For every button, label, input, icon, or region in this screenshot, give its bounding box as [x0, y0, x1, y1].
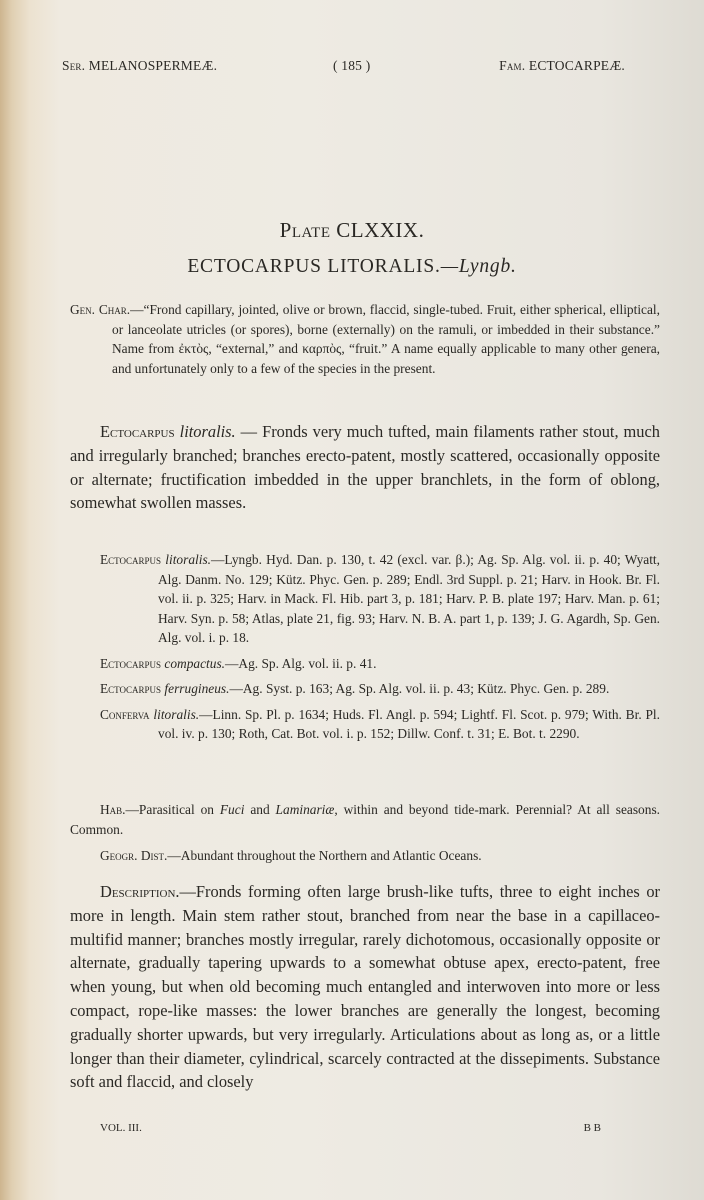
geography-label: Geogr. Dist.: [100, 848, 168, 863]
synonymy-list: [100, 550, 660, 750]
geography-paragraph: [70, 846, 660, 866]
species-name: ECTOCARPUS LITORALIS.: [187, 256, 441, 277]
synonym-entry: [100, 705, 660, 744]
species-diagnosis: [70, 420, 660, 515]
synonym-genus: Conferva: [100, 706, 150, 722]
habitat-fuci: Fuci: [219, 802, 245, 817]
generic-character: [70, 300, 660, 378]
family-name: ECTOCARPEÆ.: [528, 58, 625, 73]
diagnosis-text: — Fronds very much tufted, main filaments rather stout, much and irregularly branched; branches erecto-patent, mostly scattered, occasionally opposite or alternate; fructification imbedded in the upper branchlets, in the form of oblong, somewhat swollen masses.: [70, 422, 660, 513]
gen-char-label: Gen. Char.: [70, 302, 131, 317]
plate-numeral: CLXXIX.: [336, 218, 425, 242]
habitat-text: —Parasitical on: [125, 802, 220, 817]
diagnosis-species: litoralis.: [179, 422, 236, 441]
synonym-genus: Ectocarpus: [100, 655, 162, 671]
volume-mark: VOL. III.: [100, 1122, 142, 1134]
gen-char-text: —“Frond capillary, jointed, olive or brown, flaccid, single-tubed. Fruit, either spherical, elliptical, or lanceolate utricles (or spores), borne (externally) on the ramuli, or imbedded in their substance.” Name from ἐκτὸς, “external,” and καρπὸς, “fruit.” A name equally applicable to many other genera, and unfortunately only to a few of the species in the present.: [112, 302, 661, 376]
description-text: —Fronds forming often large brush-like tufts, three to eight inches or more in length. Main stem rather stout, branched from near the base in a capillaceo-multifid manner; branches mostly irregular, rarely dichotomous, occasionally opposite or alternate, gradually tapering upwards to a somewhat obtuse apex, erecto-patent, free when young, but when old becoming much entangled and interwoven into more or less compact, rope-like masses: the lower branches are generally the longest, becoming gradually shorter upwards, but very irregularly. Articulations about as long as, or a little longer than their diameter, cylindrical, scarcely contracted at the dissepiments. Substance soft and flaccid, and closely: [70, 882, 660, 1092]
synonym-references: —Ag. Syst. p. 163; Ag. Sp. Alg. vol. ii. p. 43; Kütz. Phyc. Gen. p. 289.: [229, 681, 610, 696]
habitat-label: Hab.: [100, 802, 126, 817]
family-heading: [499, 58, 625, 74]
page-number: ( 185 ): [333, 58, 371, 73]
synonym-species: ferrugineus.: [164, 681, 230, 696]
synonym-species: litoralis.: [153, 706, 200, 722]
habitat-text-after: , within and beyond tide-mark. Perennial? At all seasons. Common.: [70, 802, 661, 837]
habitat-paragraph: [70, 800, 660, 839]
plate-title: [0, 218, 704, 243]
synonym-genus: Ectocarpus: [100, 681, 162, 696]
habitat-section: [70, 800, 660, 873]
synonym-entry: [100, 679, 660, 699]
synonym-entry: [100, 654, 660, 674]
diagnosis-genus: Ectocarpus: [100, 422, 175, 441]
description-section: [70, 880, 660, 1094]
habitat-laminariae: Laminariæ: [275, 802, 335, 817]
signature-mark: B B: [583, 1122, 601, 1134]
species-title: [0, 256, 704, 278]
synonym-references: —Ag. Sp. Alg. vol. ii. p. 41.: [225, 655, 377, 671]
family-prefix: Fam.: [499, 58, 526, 73]
synonym-species: litoralis.: [165, 552, 212, 567]
synonym-references: —Linn. Sp. Pl. p. 1634; Huds. Fl. Angl. p. 594; Lightf. Fl. Scot. p. 979; With. Br. Pl. vol. iv. p. 130; Roth, Cat. Bot. vol. i. p. 152; Dillw. Conf. t. 31; E. Bot. t. 2290.: [158, 706, 660, 741]
species-authority: —Lyngb.: [440, 256, 517, 277]
running-head: [60, 58, 644, 78]
series-heading: [62, 58, 217, 74]
synonym-genus: Ectocarpus: [100, 552, 162, 567]
synonym-species: compactus.: [164, 655, 226, 671]
habitat-and: and: [244, 802, 276, 817]
geography-text: —Abundant throughout the Northern and Atlantic Oceans.: [167, 848, 482, 863]
synonym-entry: [100, 550, 660, 648]
series-name: MELANOSPERMEÆ.: [88, 58, 218, 73]
series-prefix: Ser.: [62, 58, 86, 73]
synonym-references: —Lyngb. Hyd. Dan. p. 130, t. 42 (excl. var. β.); Ag. Sp. Alg. vol. ii. p. 40; Wyatt, Alg. Danm. No. 129; Kütz. Phyc. Gen. p. 289; Endl. 3rd Suppl. p. 21; Harv. in Hook. Br. Fl. vol. ii. p. 325; Harv. in Mack. Fl. Hib. part 3, p. 181; Harv. P. B. plate 197; Harv. Man. p. 61; Harv. Syn. p. 58; Atlas, plate 21, fig. 93; Harv. N. B. A. part 1, p. 139; J. G. Agardh, Sp. Gen. Alg. vol. i. p. 18.: [158, 552, 660, 645]
plate-prefix: Plate: [279, 218, 331, 242]
description-label: Description.: [100, 882, 180, 901]
